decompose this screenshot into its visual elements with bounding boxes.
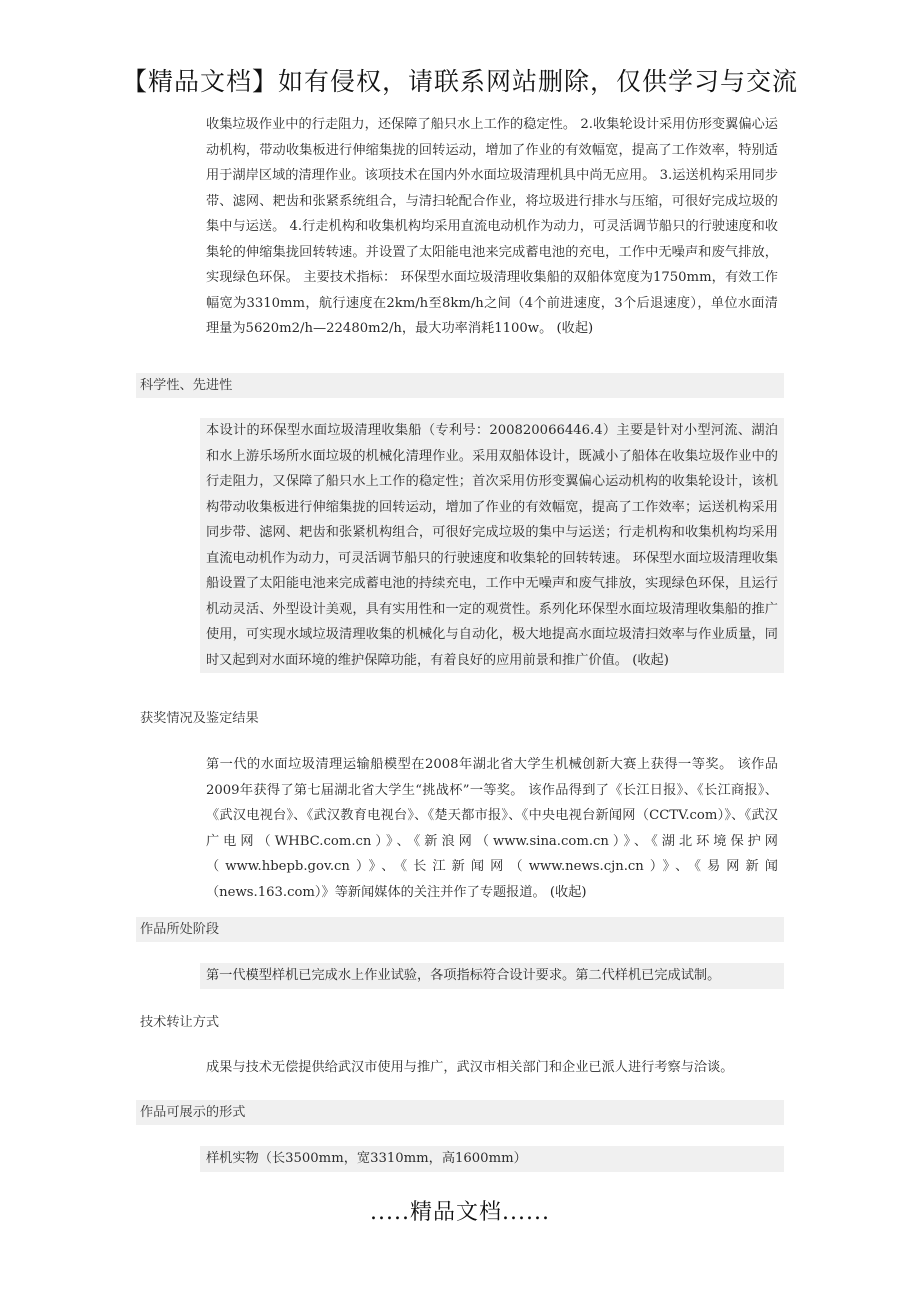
section-body-stage [200,963,784,989]
collapse-link[interactable]: (收起) [556,321,594,336]
section-body-display [200,1146,784,1172]
section-text: 样机实物（长3500mm，宽3310mm，高1600mm） [206,1151,527,1166]
section-title-awards: 获奖情况及鉴定结果 [140,711,259,726]
section-title-stage: 作品所处阶段 [136,917,784,942]
section-text: 第一代模型样机已完成水上作业试验，各项指标符合设计要求。第二代样机已完成试制。 [206,968,721,983]
section-body-awards [200,752,784,905]
section-title-science: 科学性、先进性 [136,373,784,398]
section-text: 第一代的水面垃圾清理运输船模型在2008年湖北省大学生机械创新大赛上获得一等奖。 该作品2009年获得了第七届湖北省大学生“挑战杯”一等奖。 该作品得到了《长江日报》、《长江商报》、《武汉电视台》、《武汉教育电视台》、《楚天都市报》、《中央电视台新闻网（CCTV.com）》、《武汉广电网（WHBC.com.cn）》、《新浪网（www.sina.com.cn）》、《湖北环境保护网（www.hbepb.gov.cn）》、《长江新闻网（www.news.cjn.cn）》、《易网新闻（news.163.com）》等新闻媒体的关注并作了专题报道。 [206,757,778,900]
section-title-display: 作品可展示的形式 [136,1100,784,1125]
section-body-transfer [200,1055,784,1081]
document-footer: .....精品文档...... [370,1200,550,1225]
document-header: 【精品文档】如有侵权，请联系网站删除，仅供学习与交流 [121,67,798,96]
section-text: 本设计的环保型水面垃圾清理收集船（专利号：200820066446.4）主要是针对小型河流、湖泊和水上游乐场所水面垃圾的机械化清理作业。采用双船体设计，既减小了船体在收集垃圾作业中的行走阻力，又保障了船只水上工作的稳定性；首次采用仿形变翼偏心运动机构的收集轮设计，该机构带动收集板进行伸缩集拢的回转运动，增加了作业的有效幅宽，提高了工作效率；运送机构采用同步带、滤网、耙齿和张紧机构组合，可很好完成垃圾的集中与运送；行走机构和收集机构均采用直流电动机作为动力，可灵活调节船只的行驶速度和收集轮的回转转速。 环保型水面垃圾清理收集船设置了太阳能电池来完成蓄电池的持续充电，工作中无噪声和废气排放，实现绿色环保，且运行机动灵活、外型设计美观，具有实用性和一定的观赏性。系列化环保型水面垃圾清理收集船的推广使用，可实现水域垃圾清理收集的机械化与自动化，极大地提高水面垃圾清扫效率与作业质量，同时又起到对水面环境的维护保障功能，有着良好的应用前景和推广价值。 [206,423,778,668]
intro-text: 收集垃圾作业中的行走阻力，还保障了船只水上工作的稳定性。 2.收集轮设计采用仿形变翼偏心运动机构，带动收集板进行伸缩集拢的回转运动，增加了作业的有效幅宽，提高了工作效率，特别适用于湖岸区域的清理作业。该项技术在国内外水面垃圾清理机具中尚无应用。 3.运送机构采用同步带、滤网、耙齿和张紧系统组合，与清扫轮配合作业，将垃圾进行排水与压缩，可很好完成垃圾的集中与运送。 4.行走机构和收集机构均采用直流电动机作为动力，可灵活调节船只的行驶速度和收集轮的伸缩集拢回转转速。并设置了太阳能电池来完成蓄电池的充电，工作中无噪声和废气排放，实现绿色环保。 主要技术指标： 环保型水面垃圾清理收集船的双船体宽度为1750mm，有效工作幅宽为3310mm，航行速度在2km/h至8km/h之间（4个前进速度，3个后退速度），单位水面清理量为5620m2/h—22480m2/h，最大功率消耗1100w。 [206,117,778,336]
collapse-link[interactable]: (收起) [549,884,587,900]
section-title-transfer: 技术转让方式 [140,1015,220,1030]
collapse-link[interactable]: (收起) [632,652,669,668]
section-body-science [200,418,784,673]
section-text: 成果与技术无偿提供给武汉市使用与推广，武汉市相关部门和企业已派人进行考察与洽谈。 [206,1060,734,1075]
intro-paragraph [200,112,784,342]
